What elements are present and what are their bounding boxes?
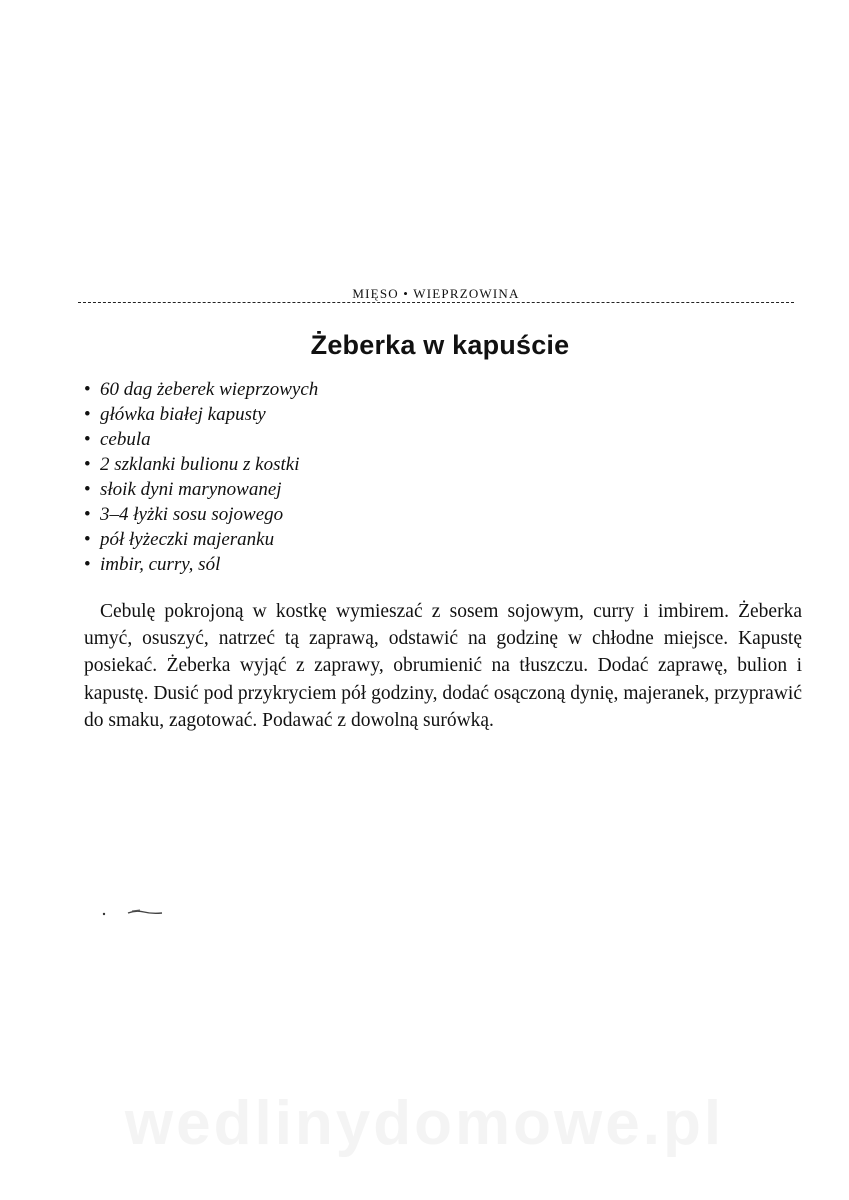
bullet-icon: • (84, 529, 91, 550)
recipe-title: Żeberka w kapuście (310, 330, 570, 360)
bullet-icon: • (84, 554, 91, 575)
ingredient-text: cebula (100, 429, 151, 450)
ingredient-text: 3–4 łyżki sosu sojowego (100, 504, 284, 525)
header-rule (78, 302, 794, 303)
watermark: wedlinydomowe.pl (124, 1089, 725, 1158)
ingredient-item (84, 427, 318, 452)
section-label: MIĘSO • WIEPRZOWINA (342, 286, 529, 302)
ingredient-text: pół łyżeczki majeranku (100, 529, 275, 550)
bullet-icon: • (84, 504, 91, 525)
bullet-icon: • (84, 479, 91, 500)
scan-smudge (100, 906, 170, 918)
ingredient-item (84, 502, 318, 527)
ingredient-text: imbir, curry, sól (100, 554, 221, 575)
ingredient-text: 2 szklanki bulionu z kostki (100, 454, 300, 475)
recipe-instructions: Cebulę pokrojoną w kostkę wymieszać z sosem sojowym, curry i imbirem. Żeberka umyć, osuszyć, natrzeć tą zaprawą, odstawić na godzinę w chłodne miejsce. Kapustę posiekać. Żeberka wyjąć z zaprawy, obrumienić na tłuszczu. Dodać zaprawę, bulion i kapustę. Dusić pod przykryciem pół godziny, dodać osączoną dynię, majeranek, przyprawić do smaku, zagotować. Podawać z dowolną surówką. (84, 601, 802, 731)
ingredient-item (84, 452, 318, 477)
ingredient-text: główka białej kapusty (100, 404, 266, 425)
ingredient-item (84, 552, 318, 577)
bullet-icon: • (84, 379, 91, 400)
ingredient-text: słoik dyni marynowanej (100, 479, 282, 500)
ingredient-text: 60 dag żeberek wieprzowych (100, 379, 319, 400)
ingredient-list (84, 377, 318, 577)
section-header (78, 284, 794, 308)
bullet-icon: • (84, 454, 91, 475)
ingredient-item (84, 402, 318, 427)
ingredient-item (84, 527, 318, 552)
bullet-icon: • (84, 429, 91, 450)
ingredient-item (84, 377, 318, 402)
bullet-icon: • (84, 404, 91, 425)
ingredient-item (84, 477, 318, 502)
